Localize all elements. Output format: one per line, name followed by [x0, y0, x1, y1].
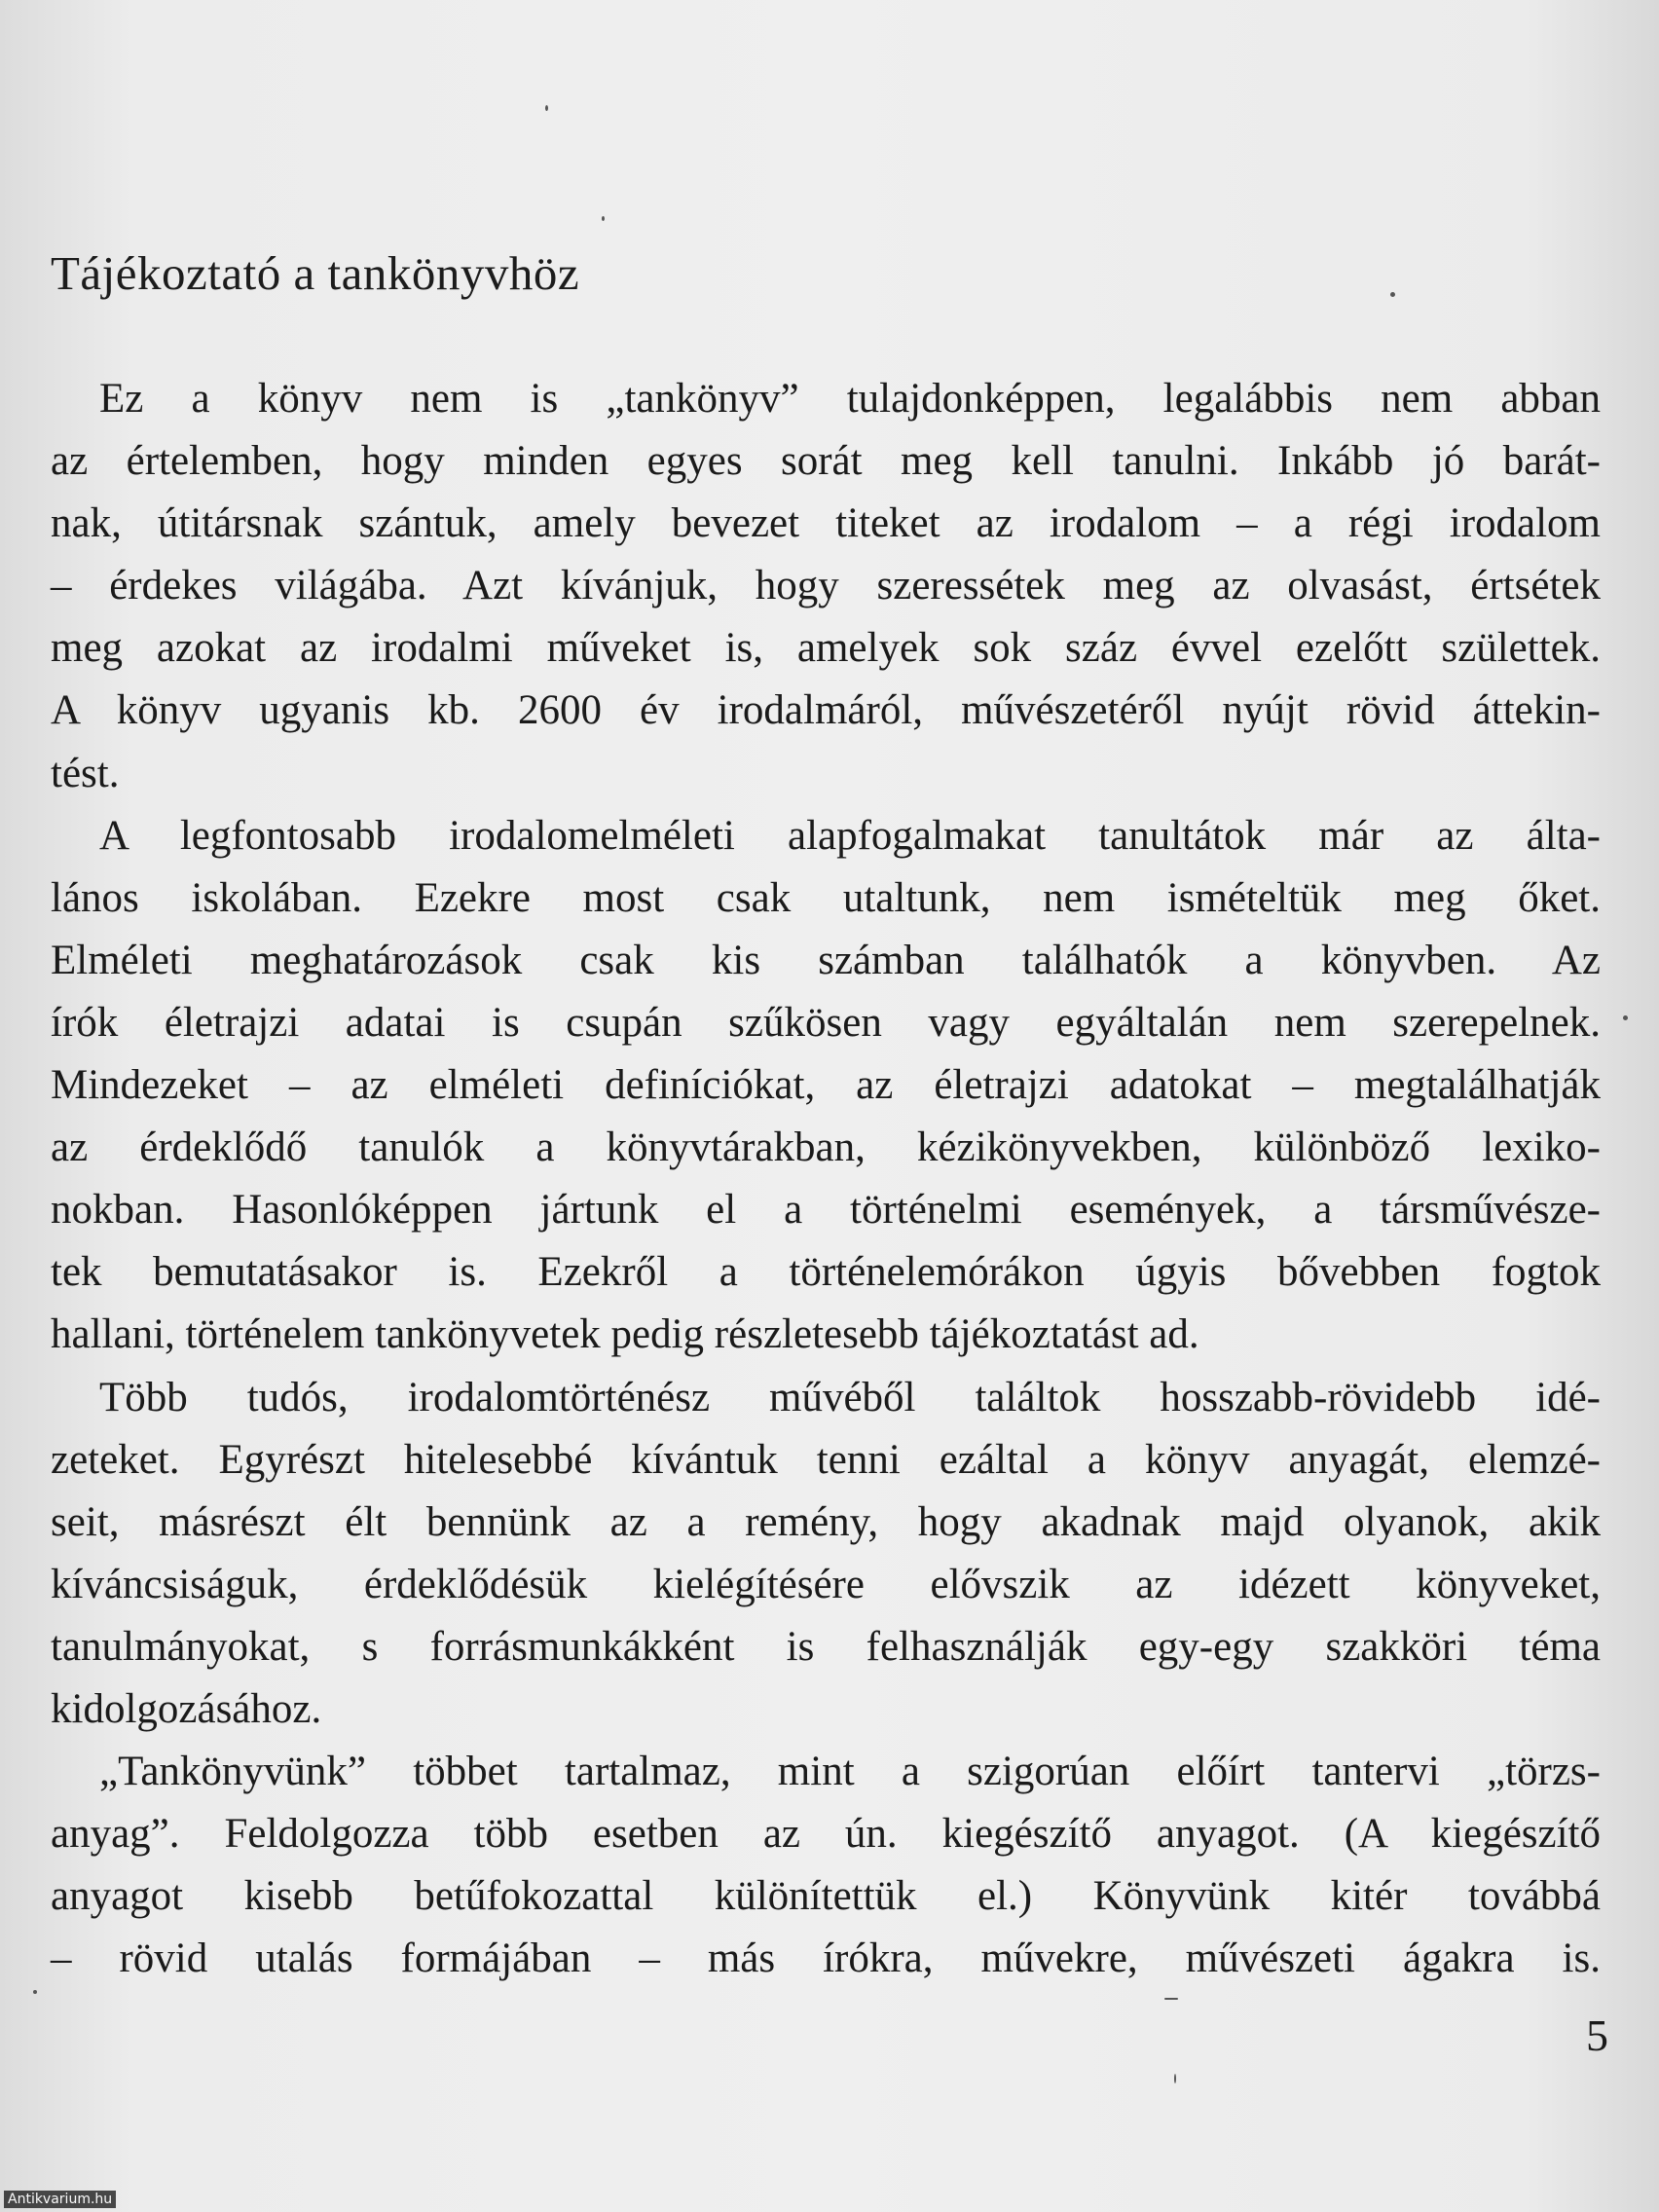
dust-speck [1623, 1015, 1628, 1020]
dust-speck [1164, 1998, 1178, 2000]
dust-speck [545, 105, 548, 111]
text-line: A legfontosabb irodalomelméleti alapfogalmakat tanultátok már az álta- [99, 812, 1601, 859]
text-line: – érdekes világába. Azt kívánjuk, hogy szeressétek meg az olvasást, értsétek [51, 563, 1601, 609]
watermark: Antikvarium.hu [4, 2191, 116, 2208]
text-line: tek bemutatásakor is. Ezekről a történelemórákon úgyis bővebben fogtok [51, 1249, 1601, 1296]
text-line: nak, útitársnak szántuk, amely bevezet titeket az irodalom – a régi irodalom [51, 500, 1601, 547]
text-line: zeteket. Egyrészt hitelesebbé kívántuk tenni ezáltal a könyv anyagát, elemzé- [51, 1436, 1601, 1483]
text-line: kíváncsiságuk, érdeklődésük kielégítésére elővszik az idézett könyveket, [51, 1561, 1601, 1607]
dust-speck [602, 216, 605, 221]
text-line: Több tudós, irodalomtörténész művéből találtok hosszabb-rövidebb idé- [99, 1374, 1601, 1420]
text-line: az értelemben, hogy minden egyes sorát meg kell tanulni. Inkább jó barát- [51, 438, 1601, 485]
section-heading: Tájékoztató a tankönyvhöz [51, 246, 580, 300]
text-line: – rövid utalás formájában – más írókra, művekre, művészeti ágakra is. [51, 1936, 1601, 1982]
text-line: kidolgozásához. [51, 1685, 322, 1732]
text-line: Elméleti meghatározások csak kis számban találhatók a könyvben. Az [51, 937, 1601, 983]
page-number: 5 [1586, 2010, 1608, 2060]
text-line: A könyv ugyanis kb. 2600 év irodalmáról, művészetéről nyújt rövid áttekin- [51, 687, 1601, 734]
text-line: hallani, történelem tankönyvetek pedig részletesebb tájékoztatást ad. [51, 1311, 1199, 1358]
dust-speck [1390, 292, 1395, 297]
text-line: Mindezeket – az elméleti definíciókat, az életrajzi adatokat – megtalálhatják [51, 1062, 1601, 1109]
text-line: nokban. Hasonlóképpen jártunk el a történelmi események, a társművésze- [51, 1187, 1601, 1234]
text-line: az érdeklődő tanulók a könyvtárakban, kézikönyvekben, különböző lexiko- [51, 1124, 1601, 1171]
dust-speck [1174, 2074, 1176, 2083]
text-line: meg azokat az irodalmi műveket is, amelyek sok száz évvel ezelőtt születtek. [51, 625, 1601, 672]
text-line: anyag”. Feldolgozza több esetben az ún. kiegészítő anyagot. (A kiegészítő [51, 1811, 1601, 1858]
text-line: seit, másrészt élt bennünk az a remény, hogy akadnak majd olyanok, akik [51, 1498, 1601, 1545]
body-text [51, 368, 1601, 1990]
text-line: tést. [51, 750, 120, 796]
text-line: írók életrajzi adatai is csupán szűkösen vagy egyáltalán nem szerepelnek. [51, 999, 1601, 1046]
text-line: tanulmányokat, s forrásmunkákként is felhasználják egy-egy szakköri téma [51, 1623, 1601, 1670]
text-line: anyagot kisebb betűfokozattal különítettük el.) Könyvünk kitér továbbá [51, 1873, 1601, 1920]
text-line: Ez a könyv nem is „tankönyv” tulajdonképpen, legalábbis nem abban [99, 376, 1601, 422]
text-line: „Tankönyvünk” többet tartalmaz, mint a szigorúan előírt tantervi „törzs- [99, 1749, 1601, 1795]
text-line: lános iskolában. Ezekre most csak utaltunk, nem ismételtük meg őket. [51, 874, 1601, 921]
dust-speck [33, 1990, 37, 1994]
